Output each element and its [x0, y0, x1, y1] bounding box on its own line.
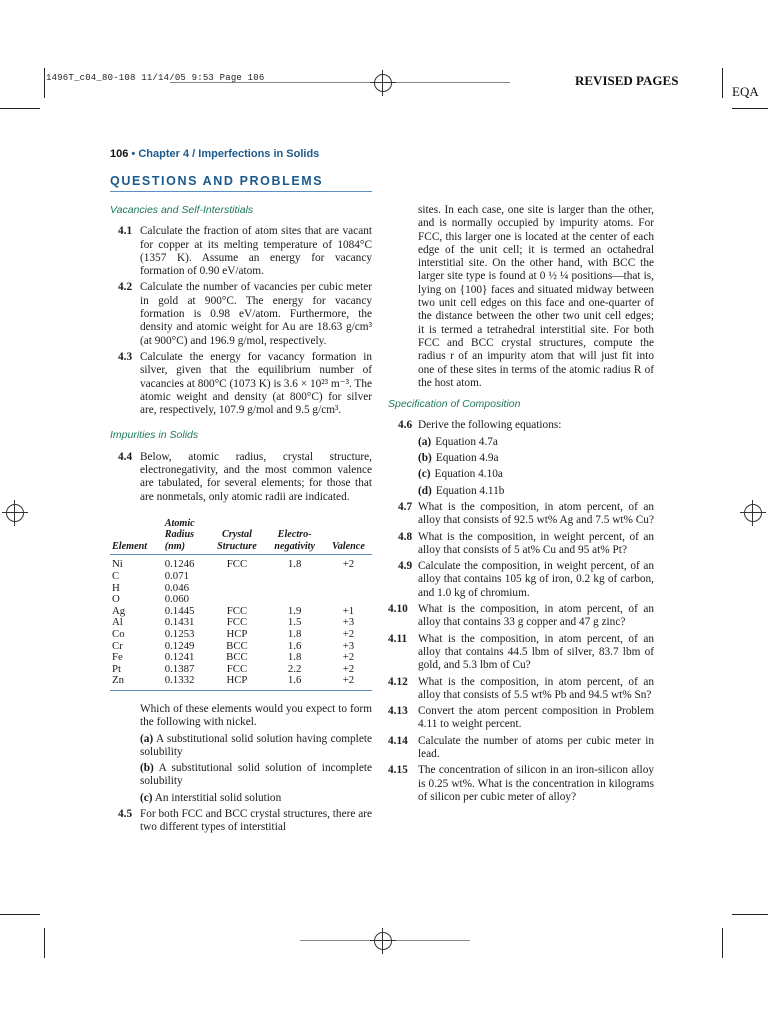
- problem-text: Convert the atom percent composition in Problem 4.11 to weight percent.: [418, 705, 654, 731]
- table-row: Fe 0.1241 BCC 1.8 +2: [112, 651, 355, 664]
- revised-pages-label: REVISED PAGES: [575, 73, 679, 88]
- problem-text: For both FCC and BCC crystal structures, there are two different types of interstitial: [140, 808, 372, 834]
- problem-number: 4.4: [118, 450, 133, 463]
- header-crystal-structure: Crystal Structure: [209, 518, 264, 555]
- problem-4-14: [388, 735, 654, 762]
- problem-number: 4.14: [388, 734, 408, 747]
- problem-4-4-option-c: (c) An interstitial solid solution: [140, 791, 282, 804]
- registration-mark-icon: [740, 500, 766, 526]
- problem-4-15: [388, 764, 654, 804]
- crop-mark: [722, 928, 723, 958]
- problem-4-4-question: Which of these elements would you expect to form the following with nickel.: [140, 702, 372, 729]
- element-properties-table: [110, 518, 372, 691]
- eqa-label: EQA: [732, 84, 759, 99]
- page-number: 106: [110, 148, 129, 160]
- crop-mark: [0, 108, 40, 109]
- subhead-vacancies: Vacancies and Self-Interstitials: [110, 204, 254, 216]
- problem-text: Calculate the number of atoms per cubic meter in lead.: [418, 734, 654, 760]
- problem-number: 4.12: [388, 675, 408, 688]
- problem-number: 4.15: [388, 764, 408, 777]
- crop-mark: [732, 108, 768, 109]
- problem-text: What is the composition, in atom percent, of an alloy that contains 33 g copper and 47 g zinc?: [418, 603, 654, 629]
- right-column: [388, 204, 654, 807]
- problem-number: 4.2: [118, 281, 133, 294]
- crop-mark: [44, 68, 45, 98]
- table-row: Al 0.1431 FCC 1.5 +3: [112, 616, 355, 629]
- problem-text: Calculate the fraction of atom sites that are vacant for copper at its melting temperature of 1084°C (1357 K). Assume an energy for vacancy formation of 0.90 eV/atom.: [140, 225, 372, 278]
- registration-mark-icon: [370, 70, 396, 96]
- problem-number: 4.8: [398, 530, 413, 543]
- problem-4-6-option-a: (a) Equation 4.7a: [418, 435, 498, 448]
- problem-4-4: [110, 451, 372, 504]
- problem-number: 4.13: [388, 705, 408, 718]
- problem-number: 4.9: [398, 560, 413, 573]
- crop-mark: [44, 928, 45, 958]
- table-row: Zn 0.1332 HCP 1.6 +2: [110, 675, 372, 690]
- problem-4-13: [388, 705, 654, 732]
- crop-mark: [722, 68, 723, 98]
- chapter-title: Imperfections in Solids: [198, 148, 320, 160]
- title-rule: [110, 191, 372, 192]
- problem-4-3: [110, 351, 372, 417]
- subhead-composition: Specification of Composition: [388, 398, 521, 411]
- problem-4-7: [388, 501, 654, 528]
- problem-4-6-option-c: (c) Equation 4.10a: [418, 468, 503, 481]
- header-atomic-radius: Atomic Radius (nm): [163, 518, 210, 555]
- problem-4-10: [388, 603, 654, 630]
- table-row: Ag 0.1445 FCC 1.9 +1: [112, 604, 355, 617]
- chapter-label: Chapter 4: [138, 148, 190, 160]
- problem-4-1: [110, 225, 372, 278]
- problem-4-5: [110, 808, 372, 835]
- registration-mark-icon: [370, 928, 396, 954]
- table-row: Pt 0.1387 FCC 2.2 +2: [112, 662, 355, 675]
- problem-number: 4.3: [118, 350, 133, 363]
- problem-4-6: [388, 419, 654, 432]
- problem-number: 4.10: [388, 603, 408, 616]
- table-row: O 0.060: [112, 593, 189, 606]
- section-title: QUESTIONS AND PROBLEMS: [110, 174, 324, 188]
- left-column: [110, 204, 372, 838]
- table-row: Ni 0.1246 FCC 1.8 +2: [112, 558, 355, 571]
- problem-4-12: [388, 676, 654, 703]
- subhead-impurities: Impurities in Solids: [110, 429, 199, 442]
- running-head: [110, 148, 319, 160]
- problem-text: What is the composition, in atom percent, of an alloy that consists of 5.5 wt% Pb and 94.5 wt% Sn?: [418, 675, 654, 701]
- problem-number: 4.7: [398, 500, 413, 513]
- problem-text: What is the composition, in atom percent, of an alloy that consists of 92.5 wt% Ag and 7.5 wt% Cu?: [418, 500, 654, 527]
- header-element: Element: [110, 518, 163, 555]
- problem-text: What is the composition, in atom percent, of an alloy that contains 44.5 lbm of silver, 83.7 lbm of gold, and 5.3 lbm of Cu?: [418, 632, 654, 672]
- problem-text: What is the composition, in weight percent, of an alloy that consists of 5 at% Cu and 95 at% Pt?: [418, 530, 654, 556]
- problem-4-9: [388, 560, 654, 600]
- table-row: Cr 0.1249 BCC 1.6 +3: [112, 639, 355, 652]
- problem-4-4-option-b: (b) A substitutional solid solution of incomplete solubility: [140, 762, 372, 788]
- problem-number: 4.6: [398, 419, 413, 432]
- header-valence: Valence: [325, 518, 372, 555]
- separator: /: [192, 148, 196, 160]
- problem-4-6-option-b: (b) Equation 4.9a: [418, 452, 499, 465]
- problem-text: Derive the following equations:: [418, 419, 562, 432]
- problem-text: Below, atomic radius, crystal structure, electronegativity, and the most common valence are tabulated, for several elements; for those that are nonmetals, only atomic radii are indicated.: [140, 450, 372, 503]
- table-header-row: [110, 518, 372, 555]
- registration-mark-icon: [2, 500, 28, 526]
- problem-text: Calculate the energy for vacancy formation in silver, given that the equilibrium number of vacancies at 800°C (1073 K) is 3.6 × 10²³ m⁻³. The atomic weight and density (at 800°C) for silver are, respectively, 107.9 g/mol and 9.5 g/cm³.: [140, 350, 372, 417]
- problem-4-11: [388, 633, 654, 673]
- problem-4-6-option-d: (d) Equation 4.11b: [418, 484, 505, 497]
- crop-mark: [0, 914, 40, 915]
- problem-text: Calculate the composition, in weight percent, of an alloy that contains 105 kg of iron, 0.2 kg of carbon, and 1.0 kg of chromium.: [418, 560, 654, 599]
- bullet: •: [131, 148, 136, 160]
- problem-4-2: [110, 281, 372, 347]
- table-row: Co 0.1253 HCP 1.8 +2: [112, 628, 355, 640]
- table-row: C 0.071: [112, 570, 189, 583]
- problem-4-8: [388, 531, 654, 558]
- problem-4-4-option-a: (a) A substitutional solid solution having complete solubility: [140, 732, 372, 758]
- problem-4-5-continued: sites. In each case, one site is larger than the other, and is normally occupied by impurity atoms. For FCC, this larger one is located at the center of each edge of the unit cell; it is termed an octahedral interstitial site. On the other hand, with BCC the larger site type is found at 0 ½ ¼ positions—that is, lying on {100} faces and situated midway between two unit cell edges on this face and one-quarter of the distance between the other two unit cell edges; it is termed a tetrahedral interstitial site. For both FCC and BCC crystal structures, compute the radius r of an impurity atom that will just fit into one of these sites in terms of the atomic radius R of the host atom.: [418, 204, 654, 389]
- printer-slug: 1496T_c04_80-108 11/14/05 9:53 Page 106: [46, 73, 265, 83]
- problem-number: 4.5: [118, 808, 133, 821]
- problem-number: 4.11: [388, 632, 408, 645]
- problem-text: Calculate the number of vacancies per cubic meter in gold at 900°C. The energy for vacancy formation is 0.98 eV/atom. Furthermore, the density and atomic weight for Au are 18.63 g/cm³ (at 900°C) and 196.9 g/mol, respectively.: [140, 281, 372, 347]
- table-row: H 0.046: [112, 581, 189, 594]
- problem-text: The concentration of silicon in an iron-silicon alloy is 0.25 wt%. What is the concentration in kilograms of silicon per cubic meter of alloy?: [418, 764, 654, 803]
- crop-mark: [732, 914, 768, 915]
- problem-number: 4.1: [118, 225, 133, 238]
- header-electronegativity: Electro- negativity: [264, 518, 325, 555]
